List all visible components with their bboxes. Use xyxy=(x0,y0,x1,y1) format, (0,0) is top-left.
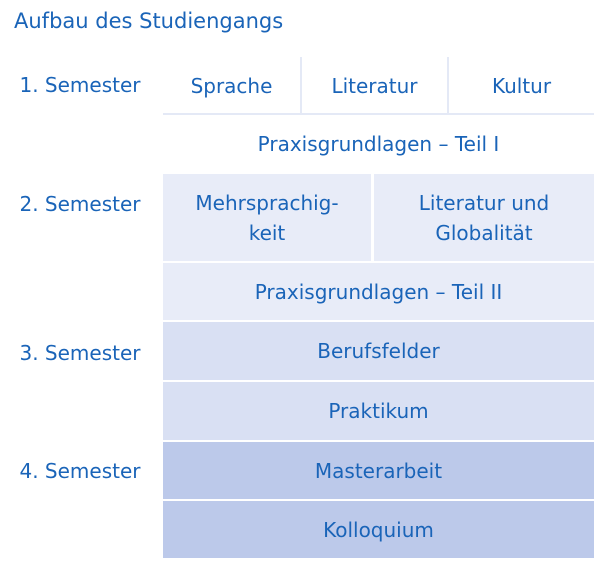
module-mehrsprachigkeit-line2: keit xyxy=(248,220,286,245)
module-berufsfelder xyxy=(163,322,594,380)
semester-2-label: 2. Semester xyxy=(19,192,141,216)
semester-4-label: 4. Semester xyxy=(19,459,141,483)
diagram-title: Aufbau des Studiengangs xyxy=(14,9,284,33)
module-praxisgrundlagen-1-label: Praxisgrundlagen – Teil I xyxy=(257,131,500,156)
module-literatur-globalitaet xyxy=(374,174,594,261)
module-praktikum xyxy=(163,382,594,440)
module-praxisgrundlagen-1 xyxy=(163,115,594,172)
module-literatur-globalitaet-line2: Globalität xyxy=(435,220,533,245)
module-praxisgrundlagen-2-label: Praxisgrundlagen – Teil II xyxy=(254,279,503,304)
module-literatur-label: Literatur xyxy=(331,73,418,98)
semester-3-label: 3. Semester xyxy=(19,341,141,365)
module-berufsfelder-label: Berufsfelder xyxy=(317,339,440,363)
module-sprache-label: Sprache xyxy=(190,73,273,98)
module-kolloquium-label: Kolloquium xyxy=(323,517,434,542)
semester-1-label: 1. Semester xyxy=(19,73,141,97)
module-masterarbeit xyxy=(163,442,594,499)
module-literatur xyxy=(302,57,447,114)
module-sprache xyxy=(163,57,300,114)
module-praktikum-label: Praktikum xyxy=(328,399,429,423)
module-mehrsprachigkeit xyxy=(163,174,372,261)
module-mehrsprachigkeit-line1: Mehrsprachig- xyxy=(195,190,339,215)
module-literatur-globalitaet-line1: Literatur und xyxy=(418,190,550,215)
module-masterarbeit-label: Masterarbeit xyxy=(314,458,443,483)
module-kolloquium xyxy=(163,501,594,558)
module-kultur xyxy=(449,57,594,114)
module-kultur-label: Kultur xyxy=(491,73,552,98)
module-praxisgrundlagen-2 xyxy=(163,263,594,320)
